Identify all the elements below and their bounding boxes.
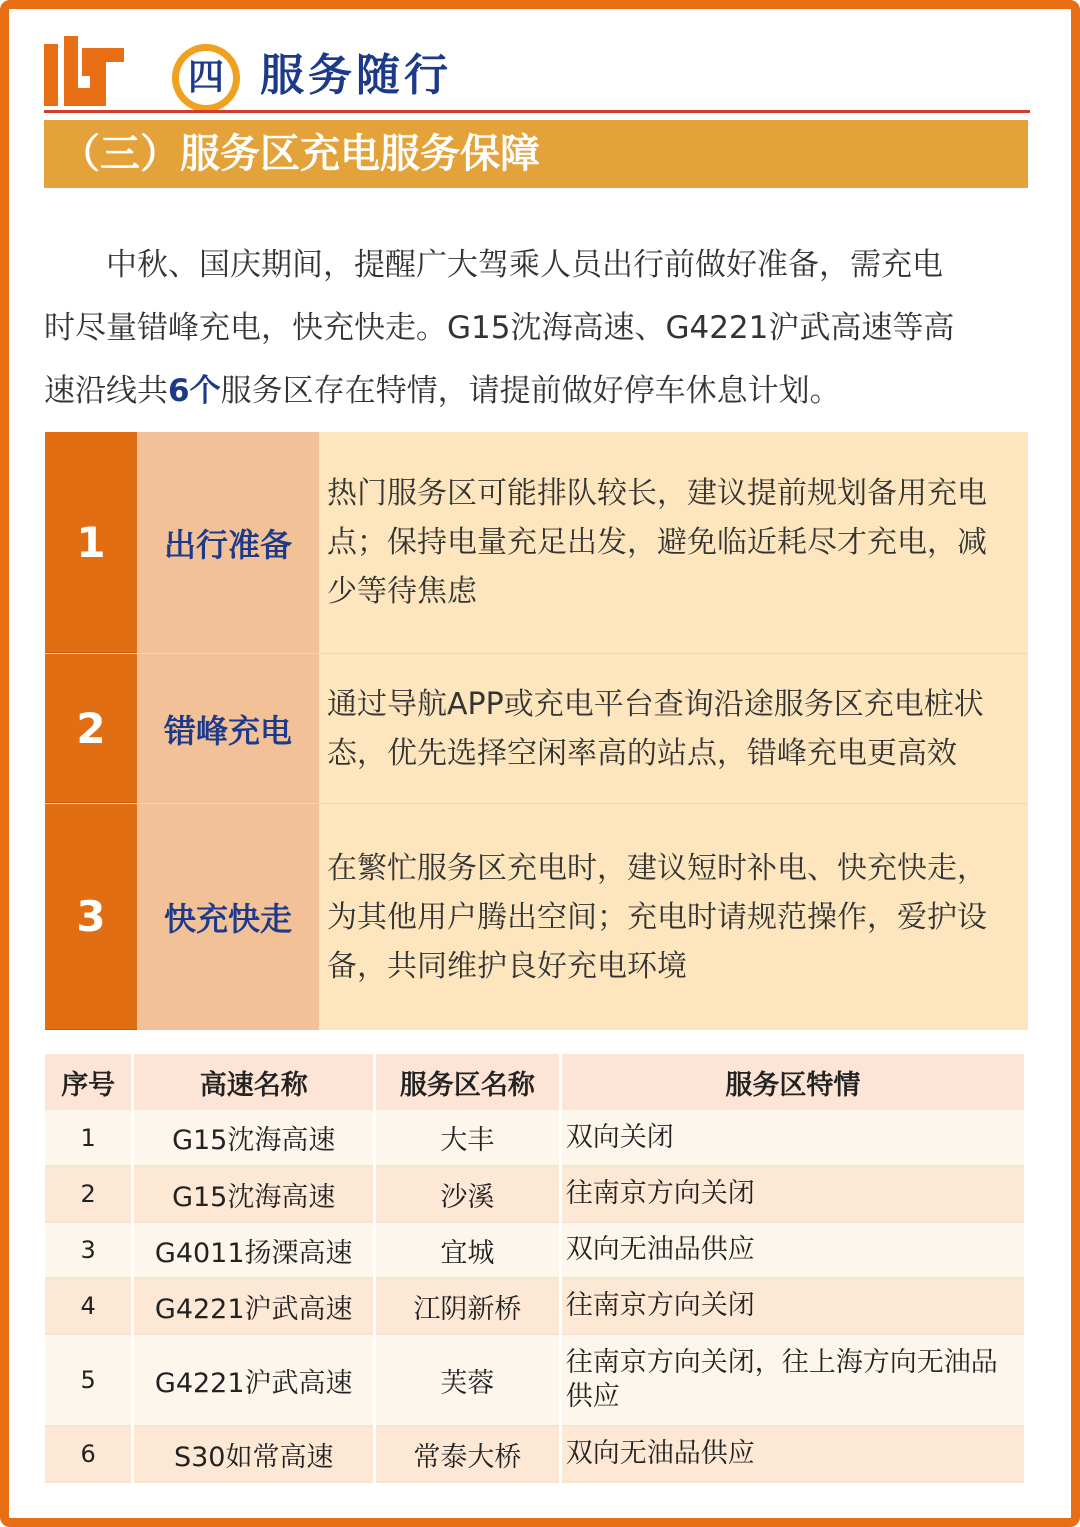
cell-status: 双向关闭 [560, 1110, 1025, 1166]
table-row [45, 1278, 1026, 1334]
tip-line: 为其他用户腾出空间；充电时请规范操作，爱护设 [327, 899, 987, 935]
tip-line: 点；保持电量充足出发，避免临近耗尽才充电，减 [327, 525, 987, 560]
header-service-area: 服务区名称 [375, 1054, 561, 1110]
cell-highway: G15沈海高速 [133, 1110, 375, 1166]
header-highway: 高速名称 [133, 1054, 375, 1110]
tip-label: 出行准备 [137, 432, 319, 653]
tip-line: 少等待焦虑 [327, 574, 477, 609]
tip-number: 3 [45, 804, 137, 1030]
tip-row [45, 432, 1028, 654]
table-row [45, 1334, 1026, 1426]
tip-number: 1 [45, 432, 137, 653]
tip-description [319, 432, 1028, 653]
service-area-table [45, 1054, 1027, 1483]
tips-panel [45, 432, 1028, 1030]
section-number: 四 [179, 51, 233, 105]
tip-description [319, 804, 1028, 1030]
cell-highway: G4221沪武高速 [133, 1278, 375, 1334]
cell-highway: G4011扬溧高速 [133, 1222, 375, 1278]
cell-highway: G15沈海高速 [133, 1166, 375, 1222]
cell-status: 往南京方向关闭，往上海方向无油品供应 [560, 1334, 1025, 1426]
section-title: 服务随行 [260, 50, 452, 101]
intro-highlight-count: 6个 [168, 373, 221, 409]
orange-logo-icon [44, 36, 124, 106]
cell-index: 6 [45, 1426, 133, 1482]
table-row [45, 1426, 1026, 1482]
header-index: 序号 [45, 1054, 133, 1110]
tip-line: 态，优先选择空闲率高的站点，错峰充电更高效 [327, 735, 957, 771]
cell-index: 2 [45, 1166, 133, 1222]
cell-index: 3 [45, 1222, 133, 1278]
cell-index: 5 [45, 1334, 133, 1426]
table-header-row [45, 1054, 1026, 1110]
cell-index: 1 [45, 1110, 133, 1166]
tip-label: 快充快走 [137, 804, 319, 1030]
cell-service-area: 芙蓉 [375, 1334, 561, 1426]
cell-status: 往南京方向关闭 [560, 1278, 1025, 1334]
tip-label: 错峰充电 [137, 654, 319, 803]
cell-status: 双向无油品供应 [560, 1426, 1025, 1482]
intro-line-3-suffix: 服务区存在特情，请提前做好停车休息计划。 [220, 373, 841, 409]
tip-description [319, 654, 1028, 803]
header-divider [44, 110, 1030, 113]
intro-line-1: 中秋、国庆期间，提醒广大驾乘人员出行前做好准备，需充电 [106, 247, 943, 283]
section-number-badge [172, 44, 240, 112]
subheading-bar [44, 120, 1028, 188]
cell-service-area: 大丰 [375, 1110, 561, 1166]
cell-status: 双向无油品供应 [560, 1222, 1025, 1278]
cell-service-area: 常泰大桥 [375, 1426, 561, 1482]
table-row [45, 1222, 1026, 1278]
cell-index: 4 [45, 1278, 133, 1334]
intro-line-2: 时尽量错峰充电，快充快走。G15沈海高速、G4221沪武高速等高 [44, 310, 955, 346]
tip-row [45, 654, 1028, 804]
cell-service-area: 沙溪 [375, 1166, 561, 1222]
tip-line: 通过导航APP或充电平台查询沿途服务区充电桩状 [327, 686, 984, 722]
subheading-text: （三）服务区充电服务保障 [60, 131, 540, 177]
tip-line: 在繁忙服务区充电时，建议短时补电、快充快走， [327, 850, 987, 886]
table-row [45, 1110, 1026, 1166]
cell-status: 往南京方向关闭 [560, 1166, 1025, 1222]
intro-line-3-prefix: 速沿线共 [44, 373, 168, 409]
cell-highway: S30如常高速 [133, 1426, 375, 1482]
cell-highway: G4221沪武高速 [133, 1334, 375, 1426]
tip-line: 备，共同维护良好充电环境 [327, 948, 687, 984]
header-status: 服务区特情 [560, 1054, 1025, 1110]
tip-row [45, 804, 1028, 1030]
tip-number: 2 [45, 654, 137, 803]
tip-line: 热门服务区可能排队较长，建议提前规划备用充电 [327, 476, 987, 511]
section-header [44, 36, 1030, 116]
table-row [45, 1166, 1026, 1222]
cell-service-area: 宜城 [375, 1222, 561, 1278]
intro-paragraph [44, 234, 1034, 423]
intro-line-3 [44, 360, 1034, 423]
cell-service-area: 江阴新桥 [375, 1278, 561, 1334]
